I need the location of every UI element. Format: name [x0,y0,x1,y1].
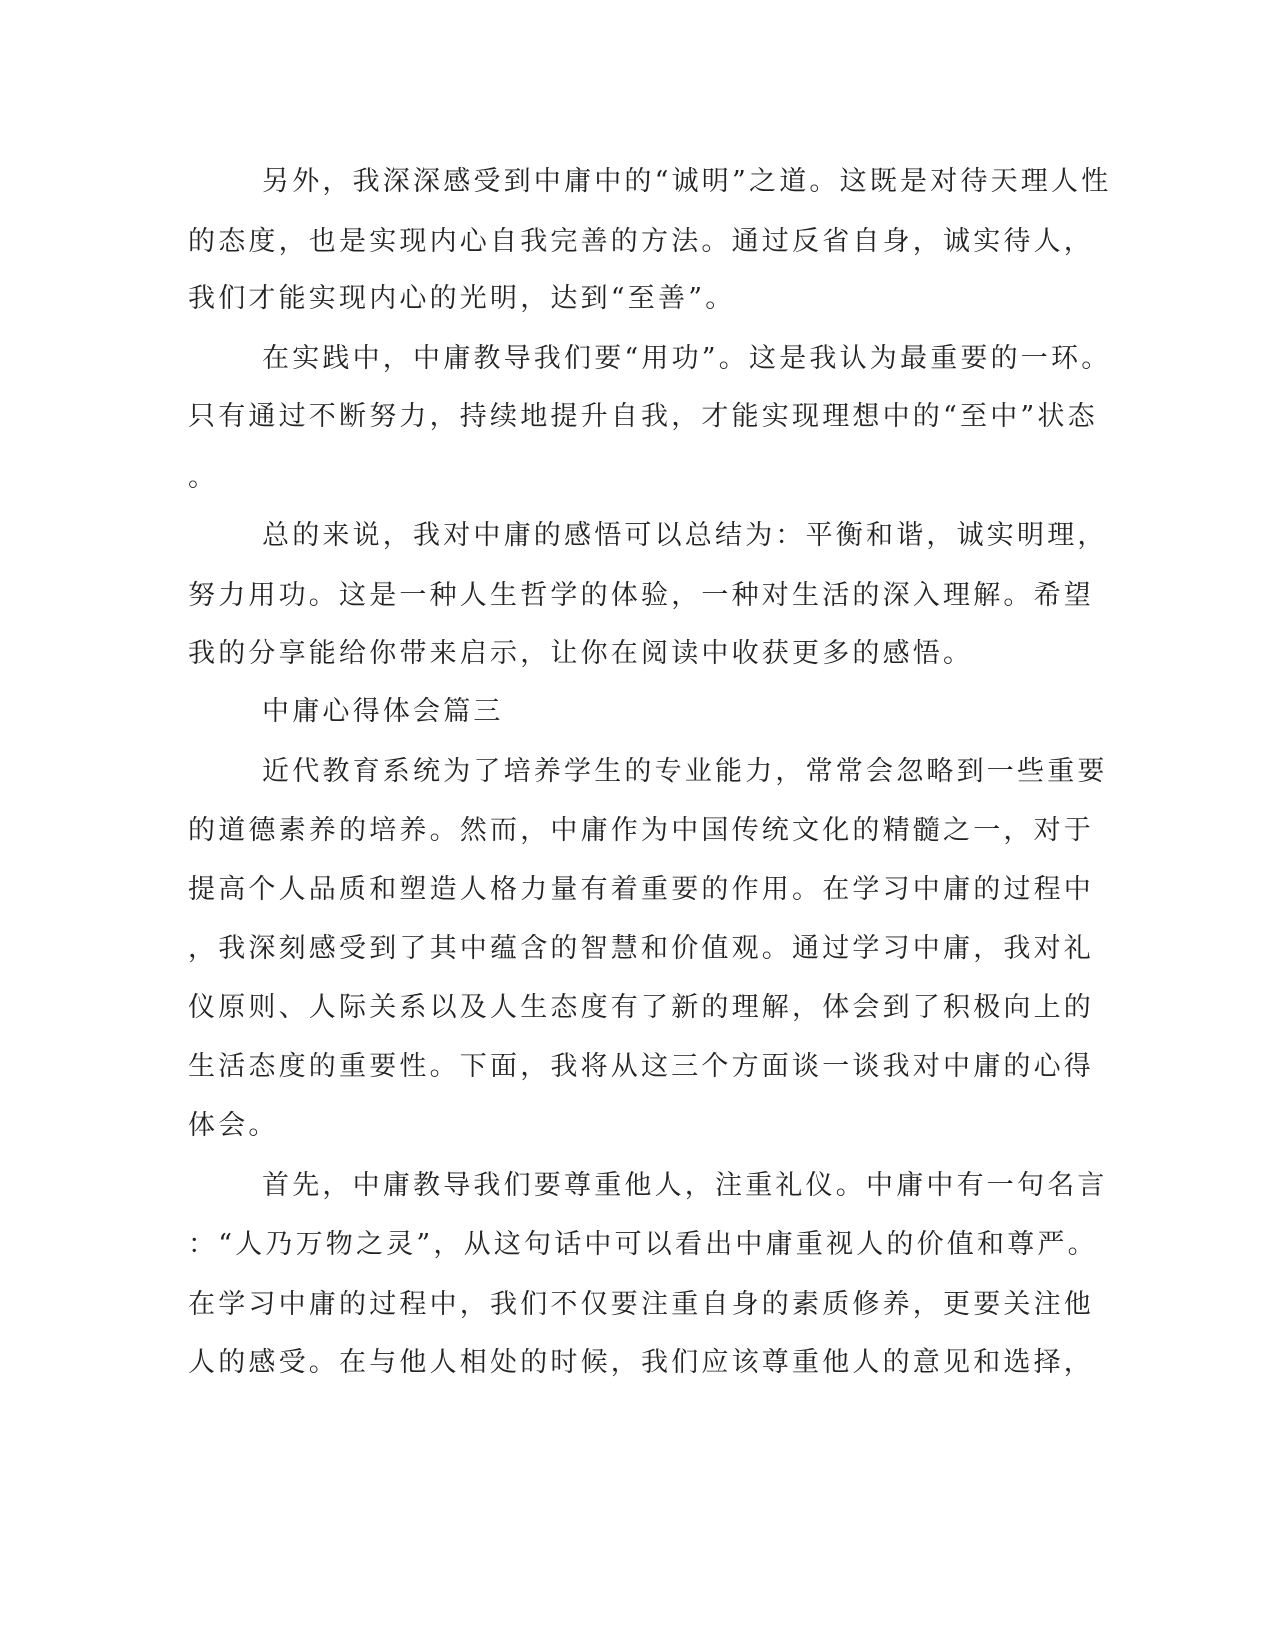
text-line: 在实践中，中庸教导我们要“用功”。这是我认为最重要的一环。 [262,343,1112,374]
text-line: 首先，中庸教导我们要尊重他人，注重礼仪。中庸中有一句名言 [262,1170,1108,1201]
text-line: 。 [188,462,219,493]
text-line: 努力用功。这是一种人生哲学的体验，一种对生活的深入理解。希望 [188,580,1094,611]
text-line: ：“人乃万物之灵”，从这句话中可以看出中庸重视人的价值和尊严。 [188,1229,1098,1260]
text-line: 的态度，也是实现内心自我完善的方法。通过反省自身，诚实待人， [188,226,1094,257]
text-line: 体会。 [188,1110,279,1141]
text-line: 的道德素养的培养。然而，中庸作为中国传统文化的精髓之一，对于 [188,815,1094,846]
section-heading: 中庸心得体会篇三 [262,696,504,727]
text-line: 只有通过不断努力，持续地提升自我，才能实现理想中的“至中”状态 [188,401,1098,432]
text-line: 提高个人品质和塑造人格力量有着重要的作用。在学习中庸的过程中 [188,874,1094,905]
text-line: 我的分享能给你带来启示，让你在阅读中收获更多的感悟。 [188,638,974,669]
text-line: 近代教育系统为了培养学生的专业能力，常常会忽略到一些重要 [262,756,1108,787]
text-line: 另外，我深深感受到中庸中的“诚明”之道。这既是对待天理人性 [262,166,1112,197]
text-line: 我们才能实现内心的光明，达到“至善”。 [188,283,736,314]
text-line: ，我深刻感受到了其中蕴含的智慧和价值观。通过学习中庸，我对礼 [188,933,1094,964]
text-line: 总的来说，我对中庸的感悟可以总结为：平衡和谐，诚实明理， [262,520,1108,551]
text-line: 在学习中庸的过程中，我们不仅要注重自身的素质修养，更要关注他 [188,1289,1094,1320]
text-line: 仪原则、人际关系以及人生态度有了新的理解，体会到了积极向上的 [188,992,1094,1023]
text-line: 人的感受。在与他人相处的时候，我们应该尊重他人的意见和选择， [188,1347,1094,1378]
text-line: 生活态度的重要性。下面，我将从这三个方面谈一谈我对中庸的心得 [188,1051,1094,1082]
